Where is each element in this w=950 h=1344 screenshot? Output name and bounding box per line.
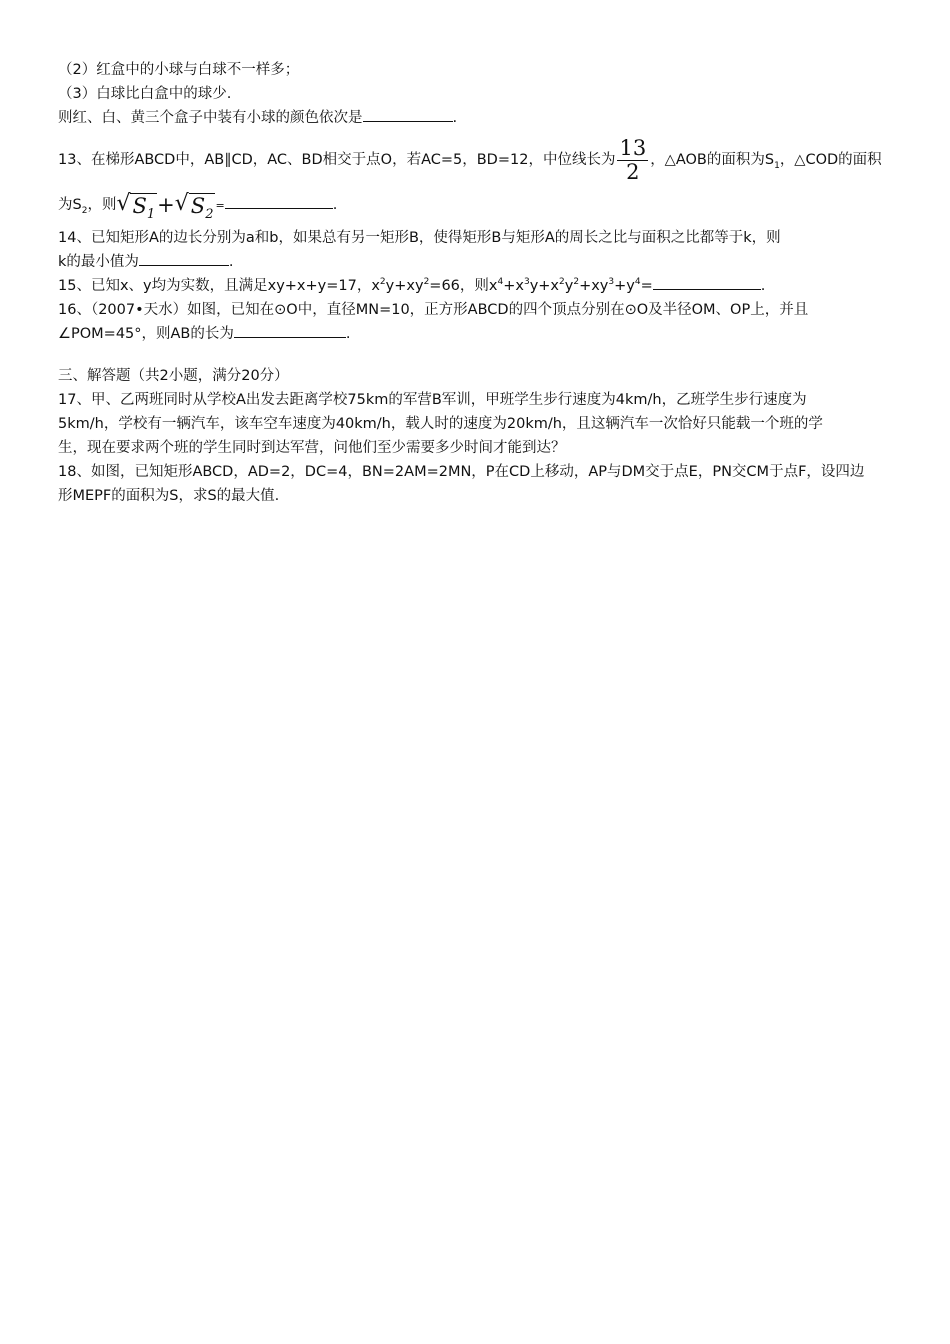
q14-line-1: 14、已知矩形A的边长分别为a和b，如果总有另一矩形B，使得矩形B与矩形A的周长之比与面积之比都等于k，则 [58,230,781,246]
radical-sign-icon: √ [116,191,131,216]
q15-text-i: = [640,278,653,294]
q13-text-1: 13、在梯形ABCD中，AB∥CD，AC、BD相交于点O，若AC=5，BD=12，中位线长为 [58,152,616,168]
superscript-2: 2 [379,277,386,288]
superscript-3: 3 [523,277,530,288]
radical-sign-icon: √ [174,191,189,216]
superscript-2: 2 [573,277,580,288]
q12-condition-3: （3）白球比白盒中的球少. [58,86,232,102]
q13-line-1 [58,136,892,184]
q15-text-g: +xy [579,278,609,294]
math-s: S [190,194,206,218]
q13-text-5: ，则 [87,197,117,213]
math-s: S [132,194,147,218]
answer-blank[interactable] [139,251,229,266]
superscript-3: 3 [608,277,615,288]
q14-end: . [228,254,234,270]
q16-text: ∠POM=45°，则AB的长为 [58,326,234,342]
q15-text-h: +y [614,278,635,294]
equals-sign: = [215,199,225,212]
superscript-4: 4 [497,277,504,288]
q13-text-3: ，△COD的面积 [779,152,882,168]
q15-text-a: 15、已知x、y均为实数，且满足xy+x+y=17，x [58,278,380,294]
superscript-4: 4 [634,277,641,288]
section-3-title: 三、解答题（共2小题，满分20分） [58,368,289,384]
q15-text-f: y [564,278,574,294]
q15-text-e: y+x [529,278,559,294]
radicand-s1 [130,193,157,223]
q13-text-4: 为S [58,197,82,213]
sqrt-s1 [116,184,157,226]
q16-line-2 [58,322,892,346]
fraction-13-over-2 [617,137,648,184]
document-page [58,58,892,508]
spacer [58,346,892,364]
math-sub-1: 1 [146,207,156,223]
q12-question [58,106,892,130]
q15-text-b: y+xy [385,278,424,294]
q16-line-1: 16、（2007•天水）如图，已知在⊙O中，直径MN=10，正方形ABCD的四个顶点分别在⊙O及半径OM、OP上，并且 [58,302,809,318]
radicand-s2 [189,193,216,223]
q12-end: . [452,110,458,126]
subscript-2: 2 [81,205,88,216]
answer-blank[interactable] [653,275,761,290]
q15-end: . [760,278,766,294]
superscript-2: 2 [559,277,565,288]
q15 [58,274,892,298]
plus-sign: + [157,193,175,217]
q13-line-2 [58,184,892,226]
sqrt-s2 [175,184,216,226]
q15-text-c: =66，则x [429,278,498,294]
q13 [58,136,892,226]
q12-condition-2: （2）红盒中的小球与白球不一样多； [58,62,300,78]
q15-text-d: +x [503,278,524,294]
subscript-1: 1 [774,160,780,171]
answer-blank[interactable] [225,194,333,209]
math-sub-2: 2 [205,207,214,223]
q13-text-2: ，△AOB的面积为S [650,152,775,168]
q17-line-1: 17、甲、乙两班同时从学校A出发去距离学校75km的军营B军训，甲班学生步行速度为4km/h，乙班学生步行速度为 [58,392,807,408]
q18-line-2: 形MEPF的面积为S，求S的最大值. [58,488,280,504]
q17-line-3: 生，现在要求两个班的学生同时到达军营，问他们至少需要多少时间才能到达？ [58,440,566,456]
fraction-numerator: 13 [619,135,647,160]
q18-line-1: 18、如图，已知矩形ABCD，AD=2，DC=4，BN=2AM=2MN，P在CD上移动，AP与DM交于点E，PN交CM于点F，设四边 [58,464,865,480]
q13-end: . [332,197,338,213]
superscript-2: 2 [423,277,430,288]
q14-text: k的最小值为 [58,254,139,270]
answer-blank[interactable] [234,323,346,338]
q12-question-text: 则红、白、黄三个盒子中装有小球的颜色依次是 [58,110,363,126]
fraction-denominator: 2 [626,159,640,184]
q14-line-2 [58,250,892,274]
q17-line-2: 5km/h，学校有一辆汽车，该车空车速度为40km/h，载人时的速度为20km/h，且这辆汽车一次恰好只能载一个班的学 [58,416,823,432]
q16-end: . [345,326,351,342]
answer-blank[interactable] [363,107,453,122]
